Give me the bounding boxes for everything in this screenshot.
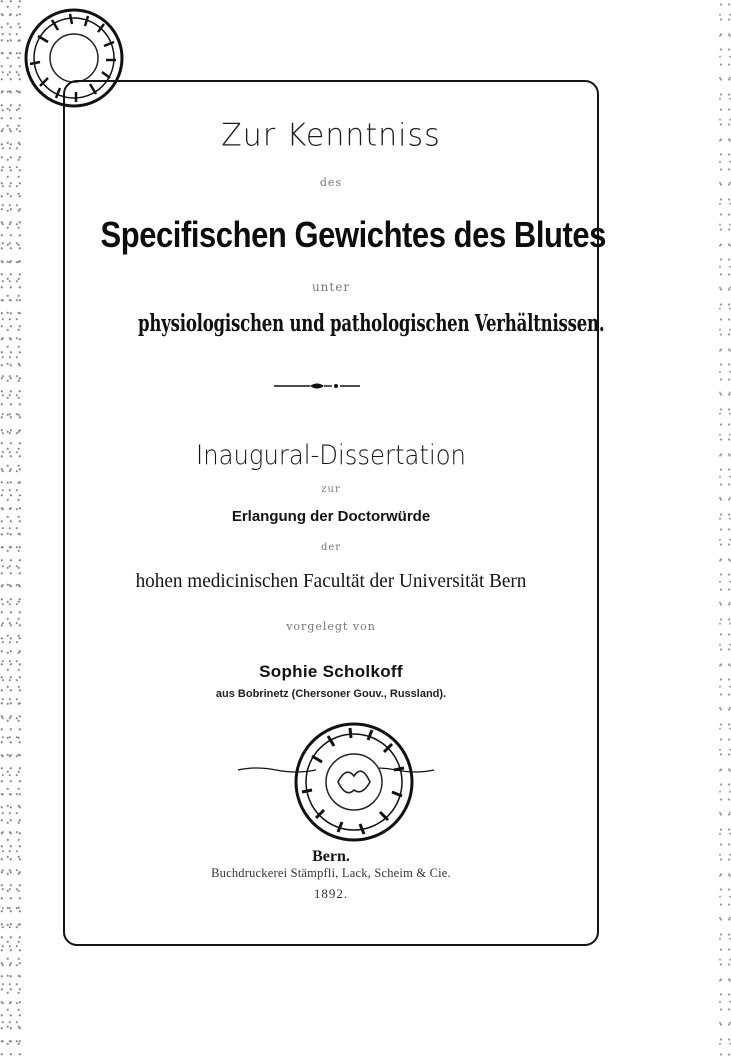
- imprint-printer: Buchdruckerei Stämpfli, Lack, Scheim & Cie.: [211, 866, 451, 880]
- imprint-year: 1892.: [313, 886, 349, 901]
- connector-zur: zur: [321, 484, 341, 495]
- divider-ornament: [272, 380, 362, 392]
- submitted-by: vorgelegt von: [286, 620, 376, 633]
- library-stamp-middle: [288, 716, 420, 848]
- connector-des: des: [319, 176, 343, 189]
- scan-edge-left: [0, 0, 22, 1058]
- connector-der: der: [320, 542, 342, 553]
- main-title: Specifischen Gewichtes des Blutes: [100, 214, 606, 255]
- dissertation-label: Inaugural-Dissertation: [196, 440, 466, 471]
- imprint-place: Bern.: [312, 848, 350, 865]
- title-line-1: Zur Kenntniss: [221, 117, 441, 154]
- author-name: Sophie Scholkoff: [259, 662, 403, 681]
- faculty-line: hohen medicinischen Facultät der Universität Bern: [135, 570, 527, 592]
- author-origin: aus Bobrinetz (Chersoner Gouv., Russland).: [215, 688, 447, 700]
- degree-line: Erlangung der Doctorwürde: [231, 508, 431, 525]
- connector-unter: unter: [311, 280, 351, 294]
- scan-edge-right: [717, 0, 731, 1058]
- subtitle-blackletter: physiologischen und pathologischen Verhältnissen.: [138, 310, 605, 337]
